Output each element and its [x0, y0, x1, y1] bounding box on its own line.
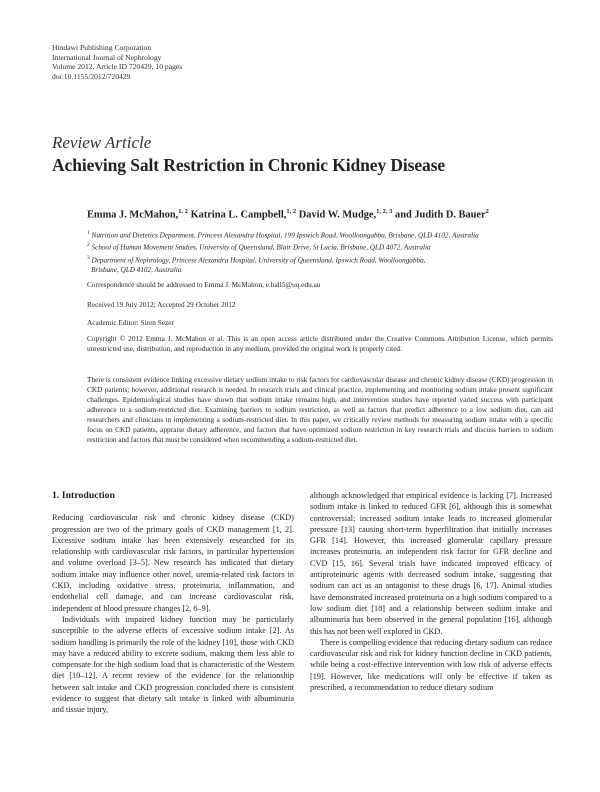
left-column: [52, 490, 294, 716]
journal-name: International Journal of Nephrology: [52, 52, 162, 62]
article-title: Achieving Salt Restriction in Chronic Kidney Disease: [52, 155, 446, 175]
author-name: Katrina L. Campbell,: [190, 209, 287, 221]
correspondence: Correspondence should be addressed to Emma J. McMahon, e.hall5@uq.edu.au: [87, 280, 321, 289]
author-affil-marker: 2: [485, 208, 489, 215]
publisher: Hindawi Publishing Corporation: [52, 43, 152, 52]
academic-editor: Academic Editor: Siren Sezer: [87, 318, 174, 327]
paragraph: Reducing cardiovascular risk and chronic kidney disease (CKD) progression are two of the primary goals of CKD management [1, 2]. Excessive sodium intake has been extensively researched for its relationship with cardiovascular risk factors, in particular hypertension and volume overload [3–5]. New research has indicated that dietary sodium intake may influence other novel, uremia-related risk factors in CKD, including oxidative stress, proteinuria, inflammation, and endothelial cell damage, and can increase cardiovascular risk, independent of blood pressure changes [2, 6–9].: [52, 513, 294, 613]
affiliation: [87, 229, 557, 241]
right-column: [310, 490, 552, 693]
volume-info: Volume 2012, Article ID 720429, 10 pages: [52, 62, 183, 72]
author-name: and Judith D. Bauer: [395, 209, 486, 221]
author-list: [87, 208, 489, 220]
affil-text: Nutrition and Dietetics Department, Princess Alexandra Hospital, 199 Ipswich Road, Woolloongabba, Brisbane, QLD 4102, Australia: [91, 231, 479, 240]
author-affil-marker: 1, 2: [178, 208, 188, 215]
affil-marker: 1: [87, 230, 90, 236]
author-name: Emma J. McMahon,: [87, 209, 179, 221]
paragraph: There is compelling evidence that reducing dietary sodium can reduce cardiovascular risk and risk for kidney function decline in CKD patients, while being a cost-effective intervention with low risk of adverse effects [19]. However, like medications will only be effective if taken as prescribed, a recommendation to reduce dietary sodium: [310, 637, 552, 693]
affiliation-continued: Brisbane, QLD 4102, Australia: [91, 265, 182, 274]
article-type: Review Article: [52, 133, 152, 152]
doi: doi:10.1155/2012/720429: [52, 71, 131, 81]
abstract: There is consistent evidence linking excessive dietary sodium intake to risk factors for cardiovascular disease and chronic kidney disease (CKD) progression in CKD patients; however, additional research is needed. In research trials and clinical practice, implementing and monitoring sodium intake present significant challenges. Epidemiological studies have shown that sodium intake remains high, and intervention studies have reported varied success with participant adherence to a sodium-restricted diet. Examining barriers to sodium restriction, as well as factors that predict adherence to a low sodium diet, can aid researchers and clinicians in implementing a sodium-restricted diet. In this paper, we critically review methods for measuring sodium intake with a specific focus on CKD patients, appraise dietary adherence, and factors that have optimized sodium restriction in key research trials and discuss barriers to sodium restriction and factors that must be considered when recommending a sodium-restricted diet.: [87, 375, 553, 444]
paragraph: although acknowledged that empirical evidence is lacking [7]. Increased sodium intake is linked to reduced GFR [6], although this is somewhat controversial; increased sodium intake leads to increased glomerular pressure [13] causing short-term hyperfiltration that initially increases GFR [14]. However, this increased glomerular capillary pressure increases proteinuria, an independent risk factor for GFR decline and CVD [15, 16]. Several trials have indicated improved efficacy of antiproteinuric agents with decreased sodium intake, suggesting that sodium can act as an antagonist to these drugs [6, 17]. Animal studies have demonstrated increased proteinuria on a high sodium compared to a low sodium diet [18] and a relationship between sodium intake and albuminuria has been observed in the general population [16], although this has not been well explored in CKD.: [310, 491, 552, 636]
author-affil-marker: 1, 2, 3: [376, 208, 393, 215]
affiliation: [87, 241, 557, 253]
paragraph: Individuals with impaired kidney function may be particularly susceptible to the adverse effects of excessive sodium intake [2]. As sodium handling is primarily the role of the kidney [10], those with CKD may have a reduced ability to excrete sodium, making them less able to compensate for the high sodium load that is characteristic of the Western diet [10–12]. A recent review of the evidence for the relationship between salt intake and CKD progression concluded there is consistent evidence to suggest that dietary salt intake is linked with albuminuria and tissue injury,: [52, 614, 294, 715]
affil-text: School of Human Movement Studies, University of Queensland, Blair Drive, St Lucia, Brisbane, QLD 4072, Australia: [91, 243, 431, 252]
affil-marker: 3: [87, 254, 90, 261]
author-affil-marker: 1, 2: [286, 208, 297, 215]
author-name: David W. Mudge,: [298, 209, 377, 221]
received-dates: Received 19 July 2012; Accepted 29 October 2012: [87, 300, 236, 309]
affiliations: [87, 229, 557, 276]
journal-meta: [52, 43, 182, 81]
copyright-notice: Copyright © 2012 Emma J. McMahon et al. This is an open access article distributed under the Creative Commons Attribution License, which permits unrestricted use, distribution, and reproduction in any medium, provided the original work is properly cited.: [87, 334, 553, 353]
section-heading: 1. Introduction: [52, 490, 115, 501]
affil-marker: 2: [87, 242, 90, 249]
affiliation: [87, 254, 557, 266]
affil-text: Department of Nephrology, Princess Alexandra Hospital, University of Queensland, Ipswich Road, Woolloongabba,: [91, 255, 426, 264]
